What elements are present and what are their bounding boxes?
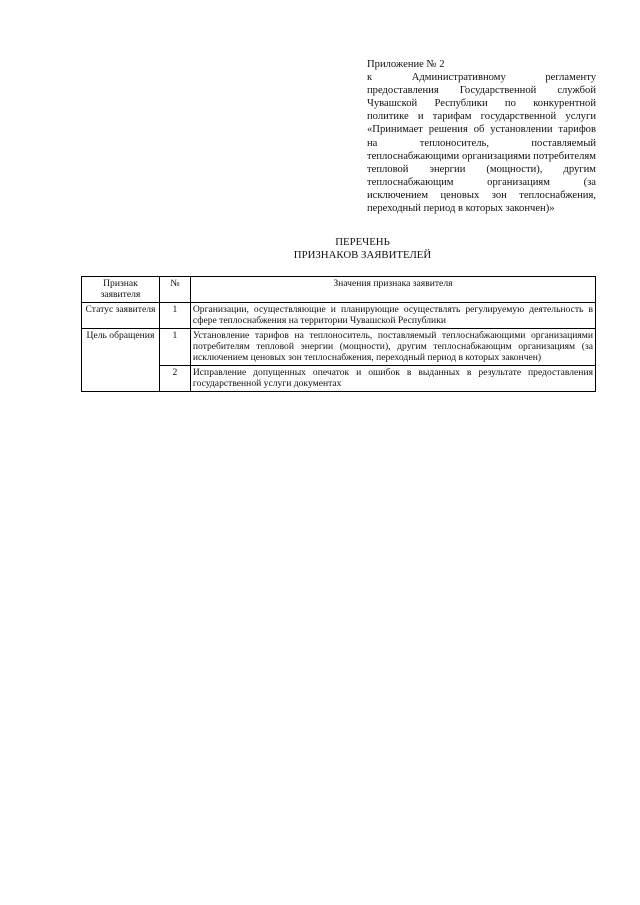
document-title-line2: ПРИЗНАКОВ ЗАЯВИТЕЛЕЙ bbox=[293, 249, 432, 261]
status-label: Статус заявителя bbox=[82, 302, 160, 328]
appendix-text: к Административному регламенту предоставления Государственной службой Чувашской Республики по конкурентной политике и тарифам государственной услуги «Принимает решения об установлении тарифов на теплоноситель, поставляемый теплоснабжающими организациями потребителям тепловой энергии (мощности), другим теплоснабжающим организациям (за исключением ценовых зон теплоснабжения, переходный период в которых закончен)» bbox=[367, 72, 596, 215]
header-values: Значения признака заявителя bbox=[190, 277, 595, 303]
appendix-block bbox=[367, 58, 596, 215]
header-sign: Признак заявителя bbox=[82, 277, 160, 303]
status-value: Организации, осуществляющие и планирующие осуществлять регулируемую деятельность в сфере теплоснабжения на территории Чувашской Республики bbox=[190, 302, 595, 328]
goal-number-1: 1 bbox=[159, 328, 190, 365]
goal-value-1: Установление тарифов на теплоноситель, поставляемый теплоснабжающими организациями потребителям тепловой энергии (мощности), другим теплоснабжающим организациям (за исключением ценовых зон теплоснабжения, переходный период в которых закончен) bbox=[190, 328, 595, 365]
header-number: № bbox=[159, 277, 190, 303]
table-row bbox=[82, 328, 596, 365]
document-title-line1: ПЕРЕЧЕНЬ bbox=[335, 236, 390, 248]
applicant-signs-table bbox=[81, 276, 596, 392]
status-number: 1 bbox=[159, 302, 190, 328]
goal-value-2: Исправление допущенных опечаток и ошибок в выданных в результате предоставления государственной услуги документах bbox=[190, 365, 595, 391]
goal-number-2: 2 bbox=[159, 365, 190, 391]
appendix-heading: Приложение № 2 bbox=[367, 59, 445, 70]
goal-label: Цель обращения bbox=[82, 328, 160, 391]
table-row bbox=[82, 302, 596, 328]
table-header-row bbox=[82, 277, 596, 303]
table-row bbox=[82, 365, 596, 391]
